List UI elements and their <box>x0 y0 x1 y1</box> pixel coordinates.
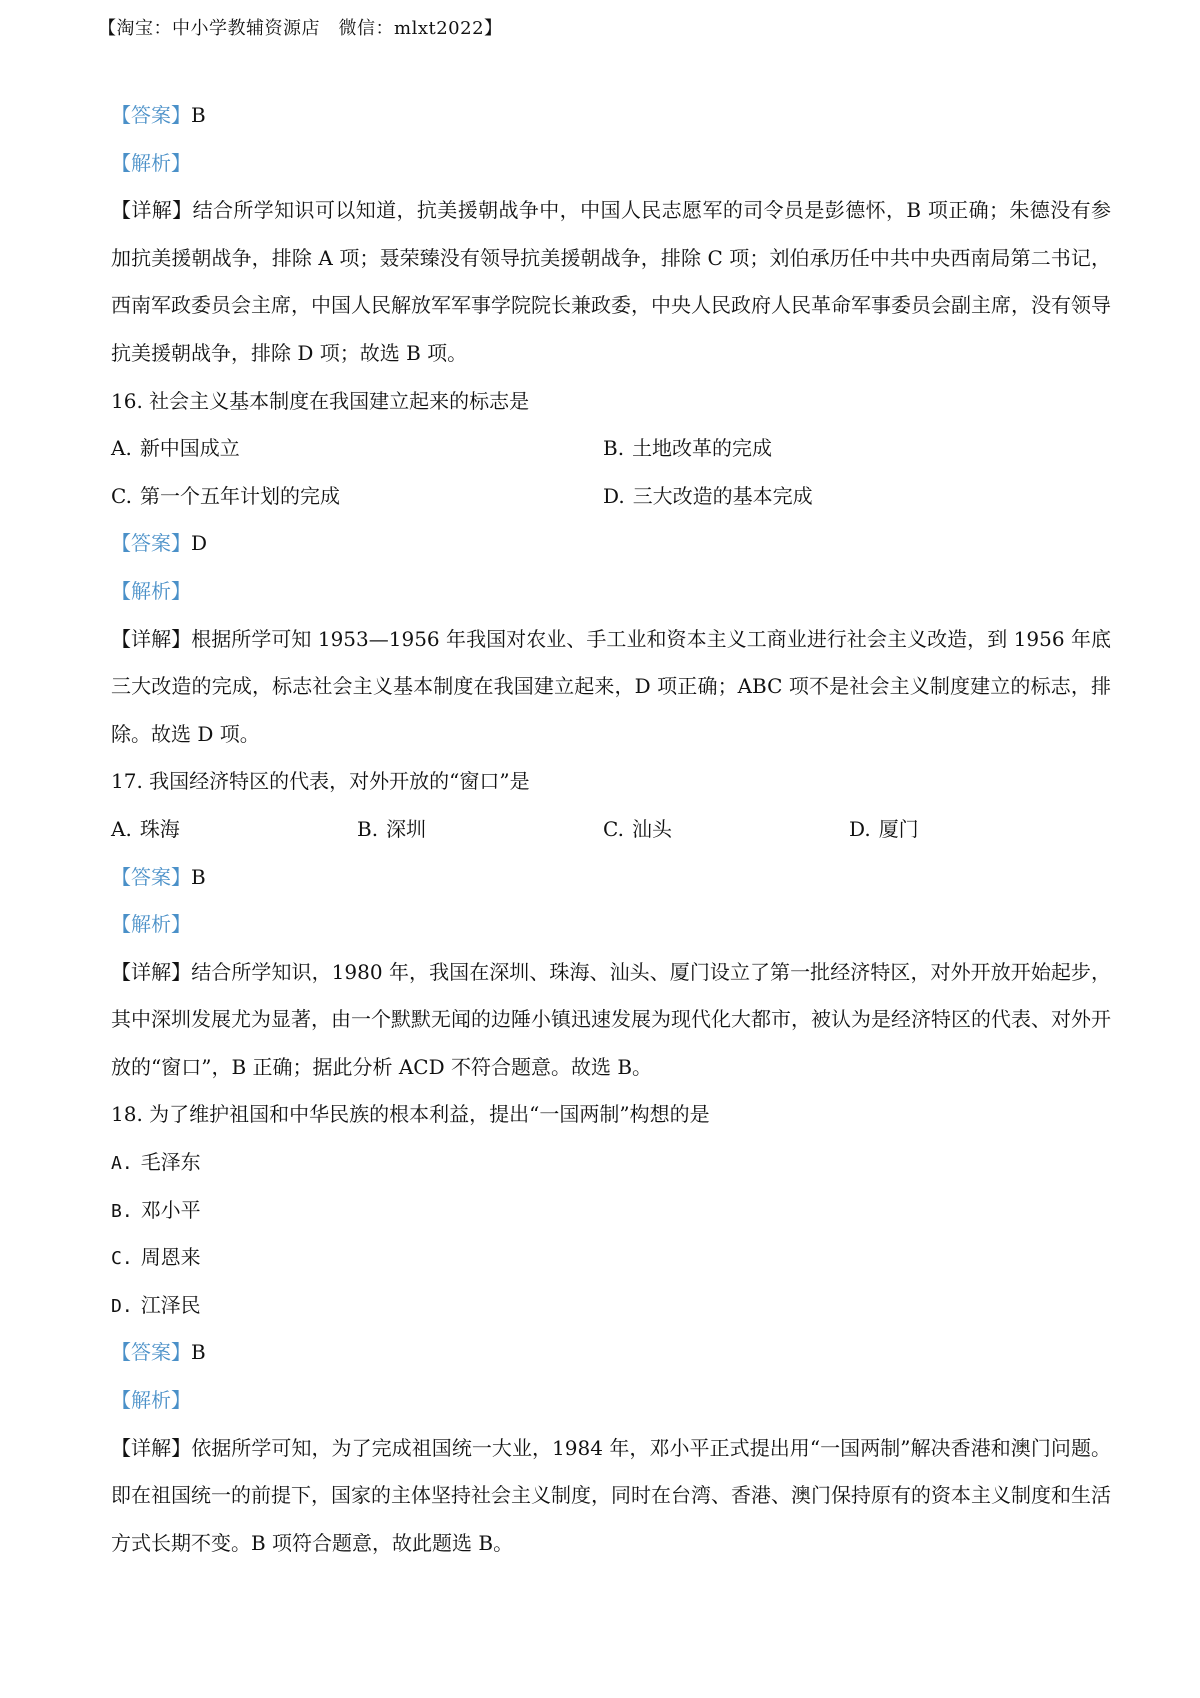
q18-option-c <box>111 1234 1111 1282</box>
q17-answer-value: B <box>191 864 206 889</box>
answer-label: 【答案】 <box>111 103 191 127</box>
q18-detail-text: 依据所学可知，为了完成祖国统一大业，1984 年，邓小平正式提出用“一国两制”解决香港和澳门问题。即在祖国统一的前提下，国家的主体坚持社会主义制度，同时在台湾、香港、澳门保持原有的资本主义制度和生活方式长期不变。B 项符合题意，故此题选 B。 <box>111 1435 1111 1555</box>
option-letter: D. <box>603 483 625 508</box>
q16-option-c <box>111 473 603 521</box>
q16-analysis-line <box>111 568 1111 616</box>
q17-option-c <box>603 806 849 854</box>
q17-option-b <box>357 806 603 854</box>
q18-option-d <box>111 1282 1111 1330</box>
q18-answer-value: B <box>191 1340 206 1365</box>
q15-answer-value: B <box>191 103 206 127</box>
option-letter: B. <box>111 1200 133 1222</box>
option-text: 汕头 <box>631 816 672 841</box>
q16-option-a <box>111 425 603 473</box>
option-letter: C. <box>111 1248 133 1270</box>
answer-label: 【答案】 <box>111 531 191 556</box>
q16-answer-value: D <box>191 531 208 556</box>
q16-detail <box>111 616 1111 759</box>
option-text: 土地改革的完成 <box>632 436 773 461</box>
option-letter: A. <box>111 816 132 841</box>
option-text: 新中国成立 <box>139 436 240 461</box>
answer-label: 【答案】 <box>111 1340 191 1365</box>
option-text: 邓小平 <box>140 1197 201 1222</box>
option-text: 珠海 <box>139 816 180 841</box>
q17-detail-text: 结合所学知识，1980 年，我国在深圳、珠海、汕头、厦门设立了第一批经济特区，对外开放开始起步，其中深圳发展尤为显著，由一个默默无闻的边陲小镇迅速发展为现代化大都市，被认为是经济特区的代表、对外开放的“窗口”，B 正确；据此分析 ACD 不符合题意。故选 B。 <box>111 959 1111 1079</box>
q15-detail-text: 结合所学知识可以知道，抗美援朝战争中，中国人民志愿军的司令员是彭德怀，B 项正确；朱德没有参加抗美援朝战争，排除 A 项；聂荣臻没有领导抗美援朝战争，排除 C 项；刘伯承历任中共中央西南局第二书记，西南军政委员会主席，中国人民解放军军事学院院长兼政委，中央人民政府人民革命军事委员会副主席，没有领导抗美援朝战争，排除 D 项；故选 B 项。 <box>111 198 1111 365</box>
q17-analysis-line <box>111 901 1111 949</box>
q18-analysis-line <box>111 1377 1111 1425</box>
q16-question: 16. 社会主义基本制度在我国建立起来的标志是 <box>111 388 530 413</box>
q17-option-d <box>849 806 1095 854</box>
q18-option-b <box>111 1187 1111 1235</box>
option-letter: B. <box>357 816 379 841</box>
header-note: 【淘宝：中小学教辅资源店 微信：mlxt2022】 <box>98 18 503 39</box>
q18-option-a <box>111 1139 1111 1187</box>
analysis-label: 【解析】 <box>111 578 191 603</box>
option-letter: B. <box>603 436 625 461</box>
detail-label: 【详解】 <box>111 198 193 223</box>
option-letter: C. <box>111 483 132 508</box>
document-content <box>111 92 1111 1567</box>
option-letter: D. <box>111 1295 133 1317</box>
detail-label: 【详解】 <box>111 1435 192 1460</box>
option-letter: A. <box>111 436 132 461</box>
option-text: 深圳 <box>386 816 427 841</box>
q17-answer-line <box>111 854 1111 902</box>
q16-option-b <box>603 425 1095 473</box>
q16-detail-text: 根据所学可知 1953—1956 年我国对农业、手工业和资本主义工商业进行社会主义改造，到 1956 年底三大改造的完成，标志社会主义基本制度在我国建立起来，D 项正确；ABC 项不是社会主义制度建立的标志，排除。故选 D 项。 <box>111 626 1112 746</box>
q16-options-row-1 <box>111 425 1111 473</box>
option-text: 三大改造的基本完成 <box>632 483 813 508</box>
option-letter: C. <box>603 816 624 841</box>
q18-answer-line <box>111 1329 1111 1377</box>
q18-detail <box>111 1425 1111 1568</box>
q17-options-row <box>111 806 1111 854</box>
q17-option-a <box>111 806 357 854</box>
option-text: 第一个五年计划的完成 <box>139 483 340 508</box>
q15-detail <box>111 187 1111 377</box>
option-text: 江泽民 <box>140 1292 201 1317</box>
q15-analysis-line <box>111 140 1111 188</box>
option-text: 厦门 <box>878 816 919 841</box>
q15-answer-line <box>111 92 1111 140</box>
q17-detail <box>111 949 1111 1092</box>
analysis-label: 【解析】 <box>111 912 191 937</box>
detail-label: 【详解】 <box>111 959 192 984</box>
option-text: 周恩来 <box>140 1245 201 1270</box>
option-letter: A. <box>111 1153 133 1175</box>
q16-options-row-2 <box>111 473 1111 521</box>
q17-question: 17. 我国经济特区的代表，对外开放的“窗口”是 <box>111 769 530 794</box>
detail-label: 【详解】 <box>111 626 192 651</box>
analysis-label: 【解析】 <box>111 1388 191 1413</box>
analysis-label: 【解析】 <box>111 150 191 175</box>
q16-answer-line <box>111 520 1111 568</box>
option-text: 毛泽东 <box>140 1150 201 1175</box>
option-letter: D. <box>849 816 871 841</box>
q18-question: 18. 为了维护祖国和中华民族的根本利益，提出“一国两制”构想的是 <box>111 1102 710 1127</box>
answer-label: 【答案】 <box>111 864 191 889</box>
q16-option-d <box>603 473 1095 521</box>
